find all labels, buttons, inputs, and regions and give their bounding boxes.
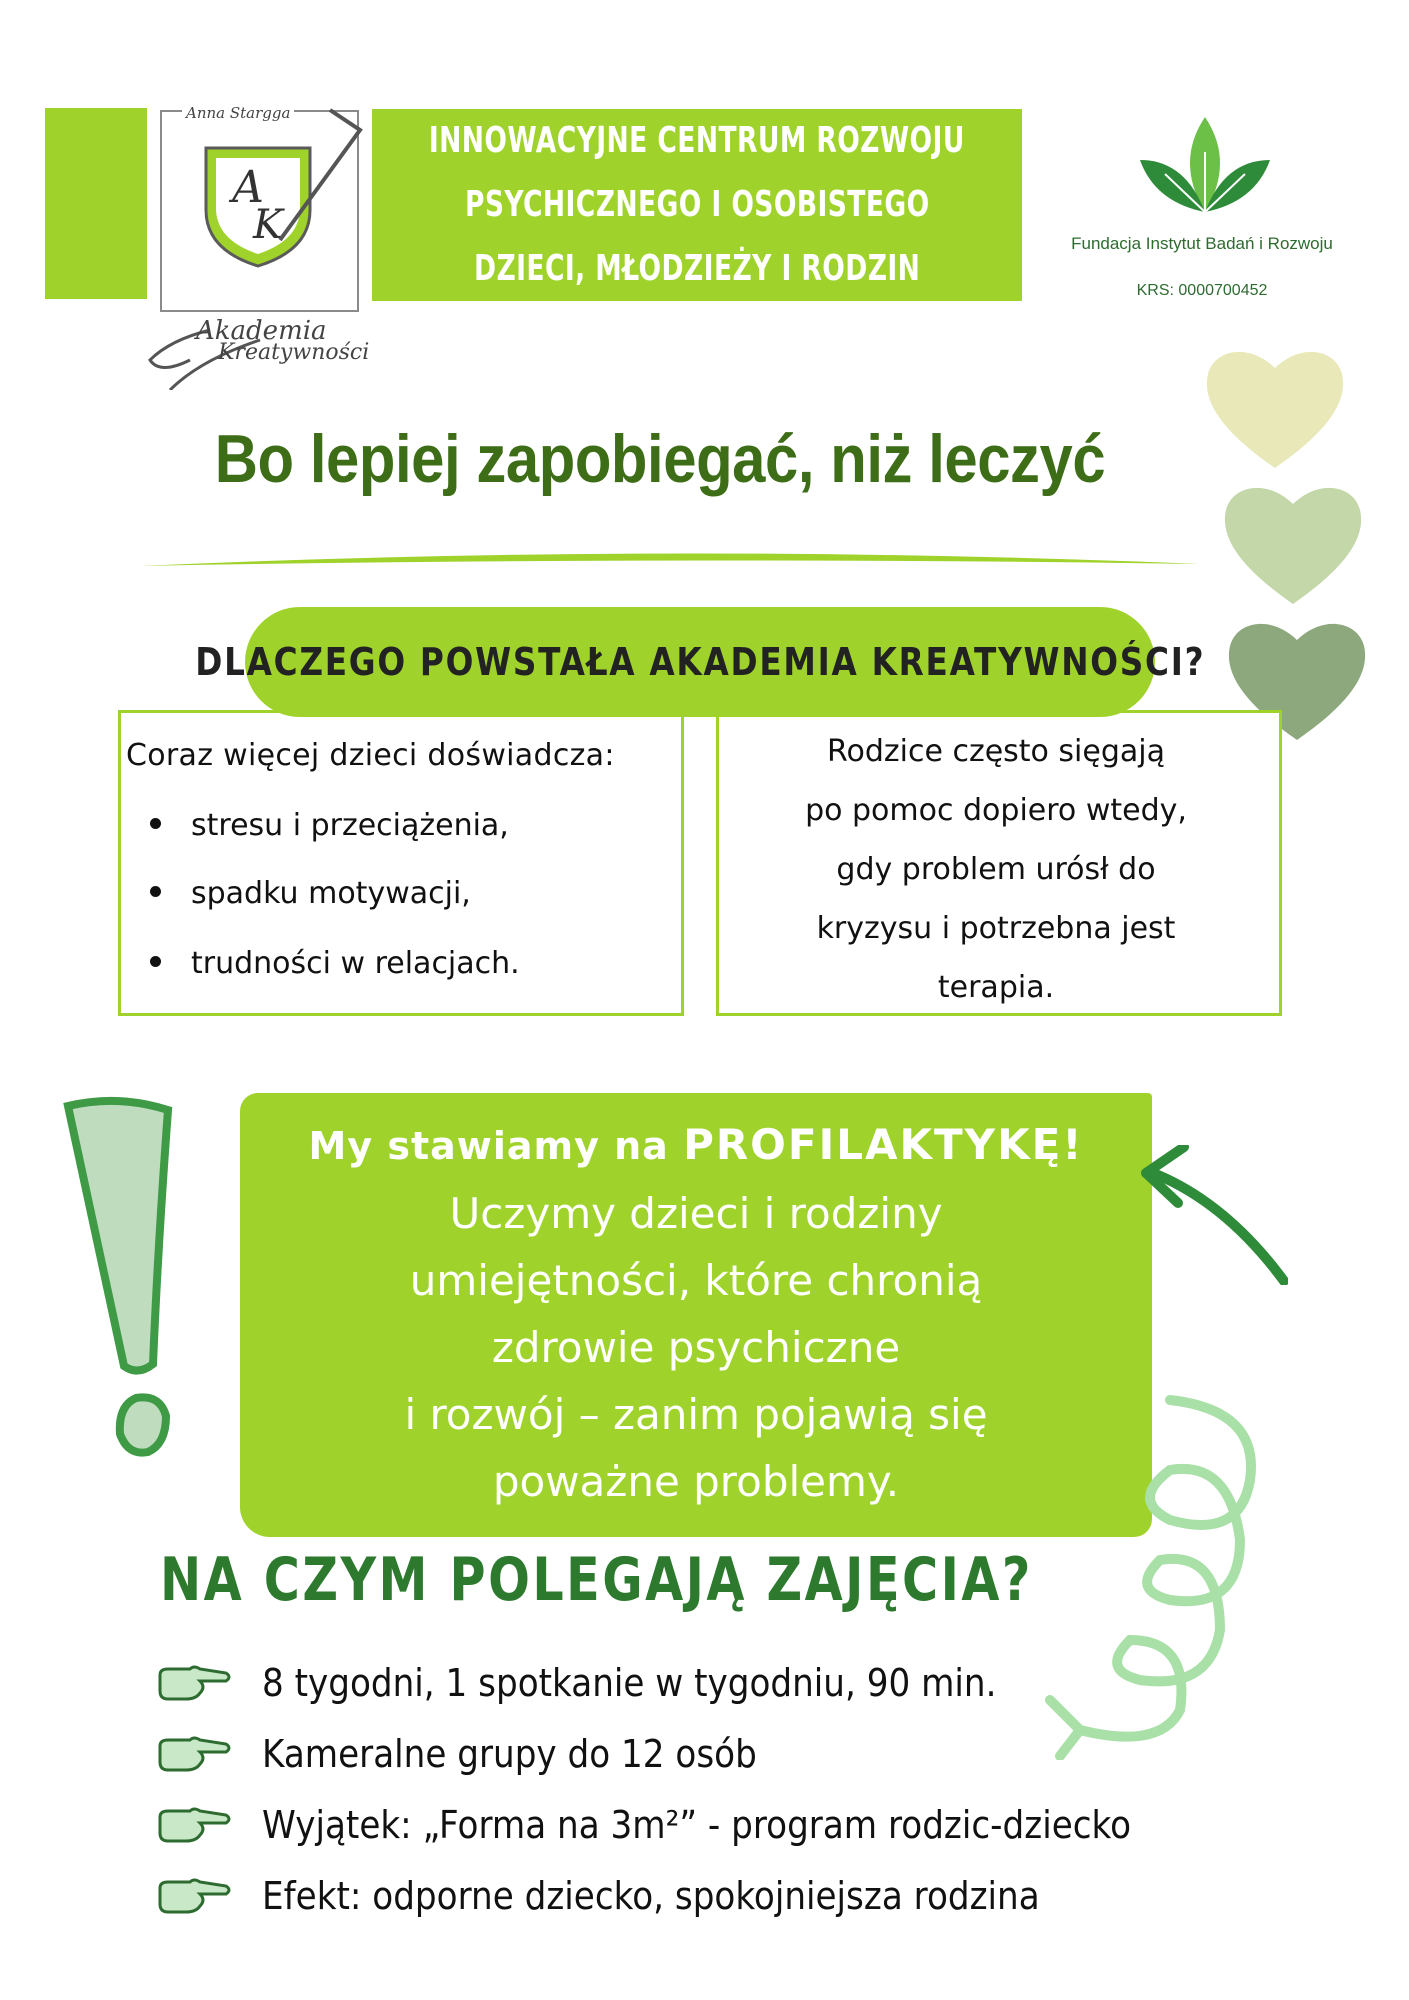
foundation-name: Fundacja Instytut Badań i Rozwoju	[1071, 234, 1333, 253]
pointing-hand-icon	[156, 1876, 232, 1916]
classes-heading: NA CZYM POLEGAJĄ ZAJĘCIA?	[160, 1545, 1033, 1615]
list-item: Wyjątek: „Forma na 3m²” - program rodzic-dziecko	[156, 1797, 1228, 1853]
why-heading-pill	[194, 607, 1206, 717]
swoosh-divider	[140, 548, 1200, 578]
pointing-hand-icon	[156, 1734, 232, 1774]
pointing-hand-icon	[156, 1805, 232, 1845]
prevention-body: Uczymy dzieci i rodziny umiejętności, które chronią zdrowie psychiczne i rozwój – zanim pojawią się poważne problemy.	[404, 1189, 988, 1506]
exclamation-icon	[58, 1094, 238, 1474]
logo-monogram-a: A	[232, 162, 264, 213]
logo-name-line2: Kreatywności	[218, 340, 370, 365]
foundation-krs: KRS: 0000700452	[1136, 282, 1268, 299]
heart-icon-light-green	[1218, 476, 1368, 611]
arrow-icon	[1138, 1145, 1288, 1285]
list-item: stresu i przeciążenia,	[150, 808, 509, 843]
title-line-3: DZIECI, MŁODZIEŻY I RODZIN	[473, 248, 921, 289]
slogan-heading: Bo lepiej zapobiegać, niż leczyć	[214, 421, 1106, 497]
title-line-1: INNOWACYJNE CENTRUM ROZWOJU	[429, 120, 965, 161]
list-item: trudności w relacjach.	[150, 946, 520, 981]
list-item: Efekt: odporne dziecko, spokojniejsza rodzina	[156, 1868, 1126, 1924]
organization-title-banner	[372, 109, 1022, 301]
bullet-icon	[150, 956, 161, 967]
prevention-heading: My stawiamy na PROFILAKTYKĘ!	[308, 1120, 1084, 1169]
heart-icon-yellow	[1200, 340, 1350, 475]
logo-name-line1: Akademia	[196, 316, 327, 346]
title-line-2: PSYCHICZNEGO I OSOBISTEGO	[464, 184, 930, 225]
list-item: Kameralne grupy do 12 osób	[156, 1726, 812, 1782]
bullet-icon	[150, 818, 161, 829]
logo-monogram-k: K	[253, 202, 283, 248]
bullet-icon	[150, 886, 161, 897]
list-item: spadku motywacji,	[150, 876, 471, 911]
list-item: 8 tygodni, 1 spotkanie w tygodniu, 90 min.	[156, 1655, 1078, 1711]
parents-text: Rodzice często sięgają po pomoc dopiero wtedy, gdy problem urósł do kryzysu i potrzebna jest terapia.	[805, 734, 1187, 1005]
foundation-leaves-logo-icon	[1135, 112, 1275, 220]
header-accent-block	[45, 108, 147, 299]
pointing-hand-icon	[156, 1663, 232, 1703]
why-heading: DLACZEGO POWSTAŁA AKADEMIA KREATYWNOŚCI?	[194, 640, 1206, 684]
problems-intro: Coraz więcej dzieci doświadcza:	[126, 738, 615, 773]
logo-top-text: Anna Stargga	[182, 104, 294, 122]
